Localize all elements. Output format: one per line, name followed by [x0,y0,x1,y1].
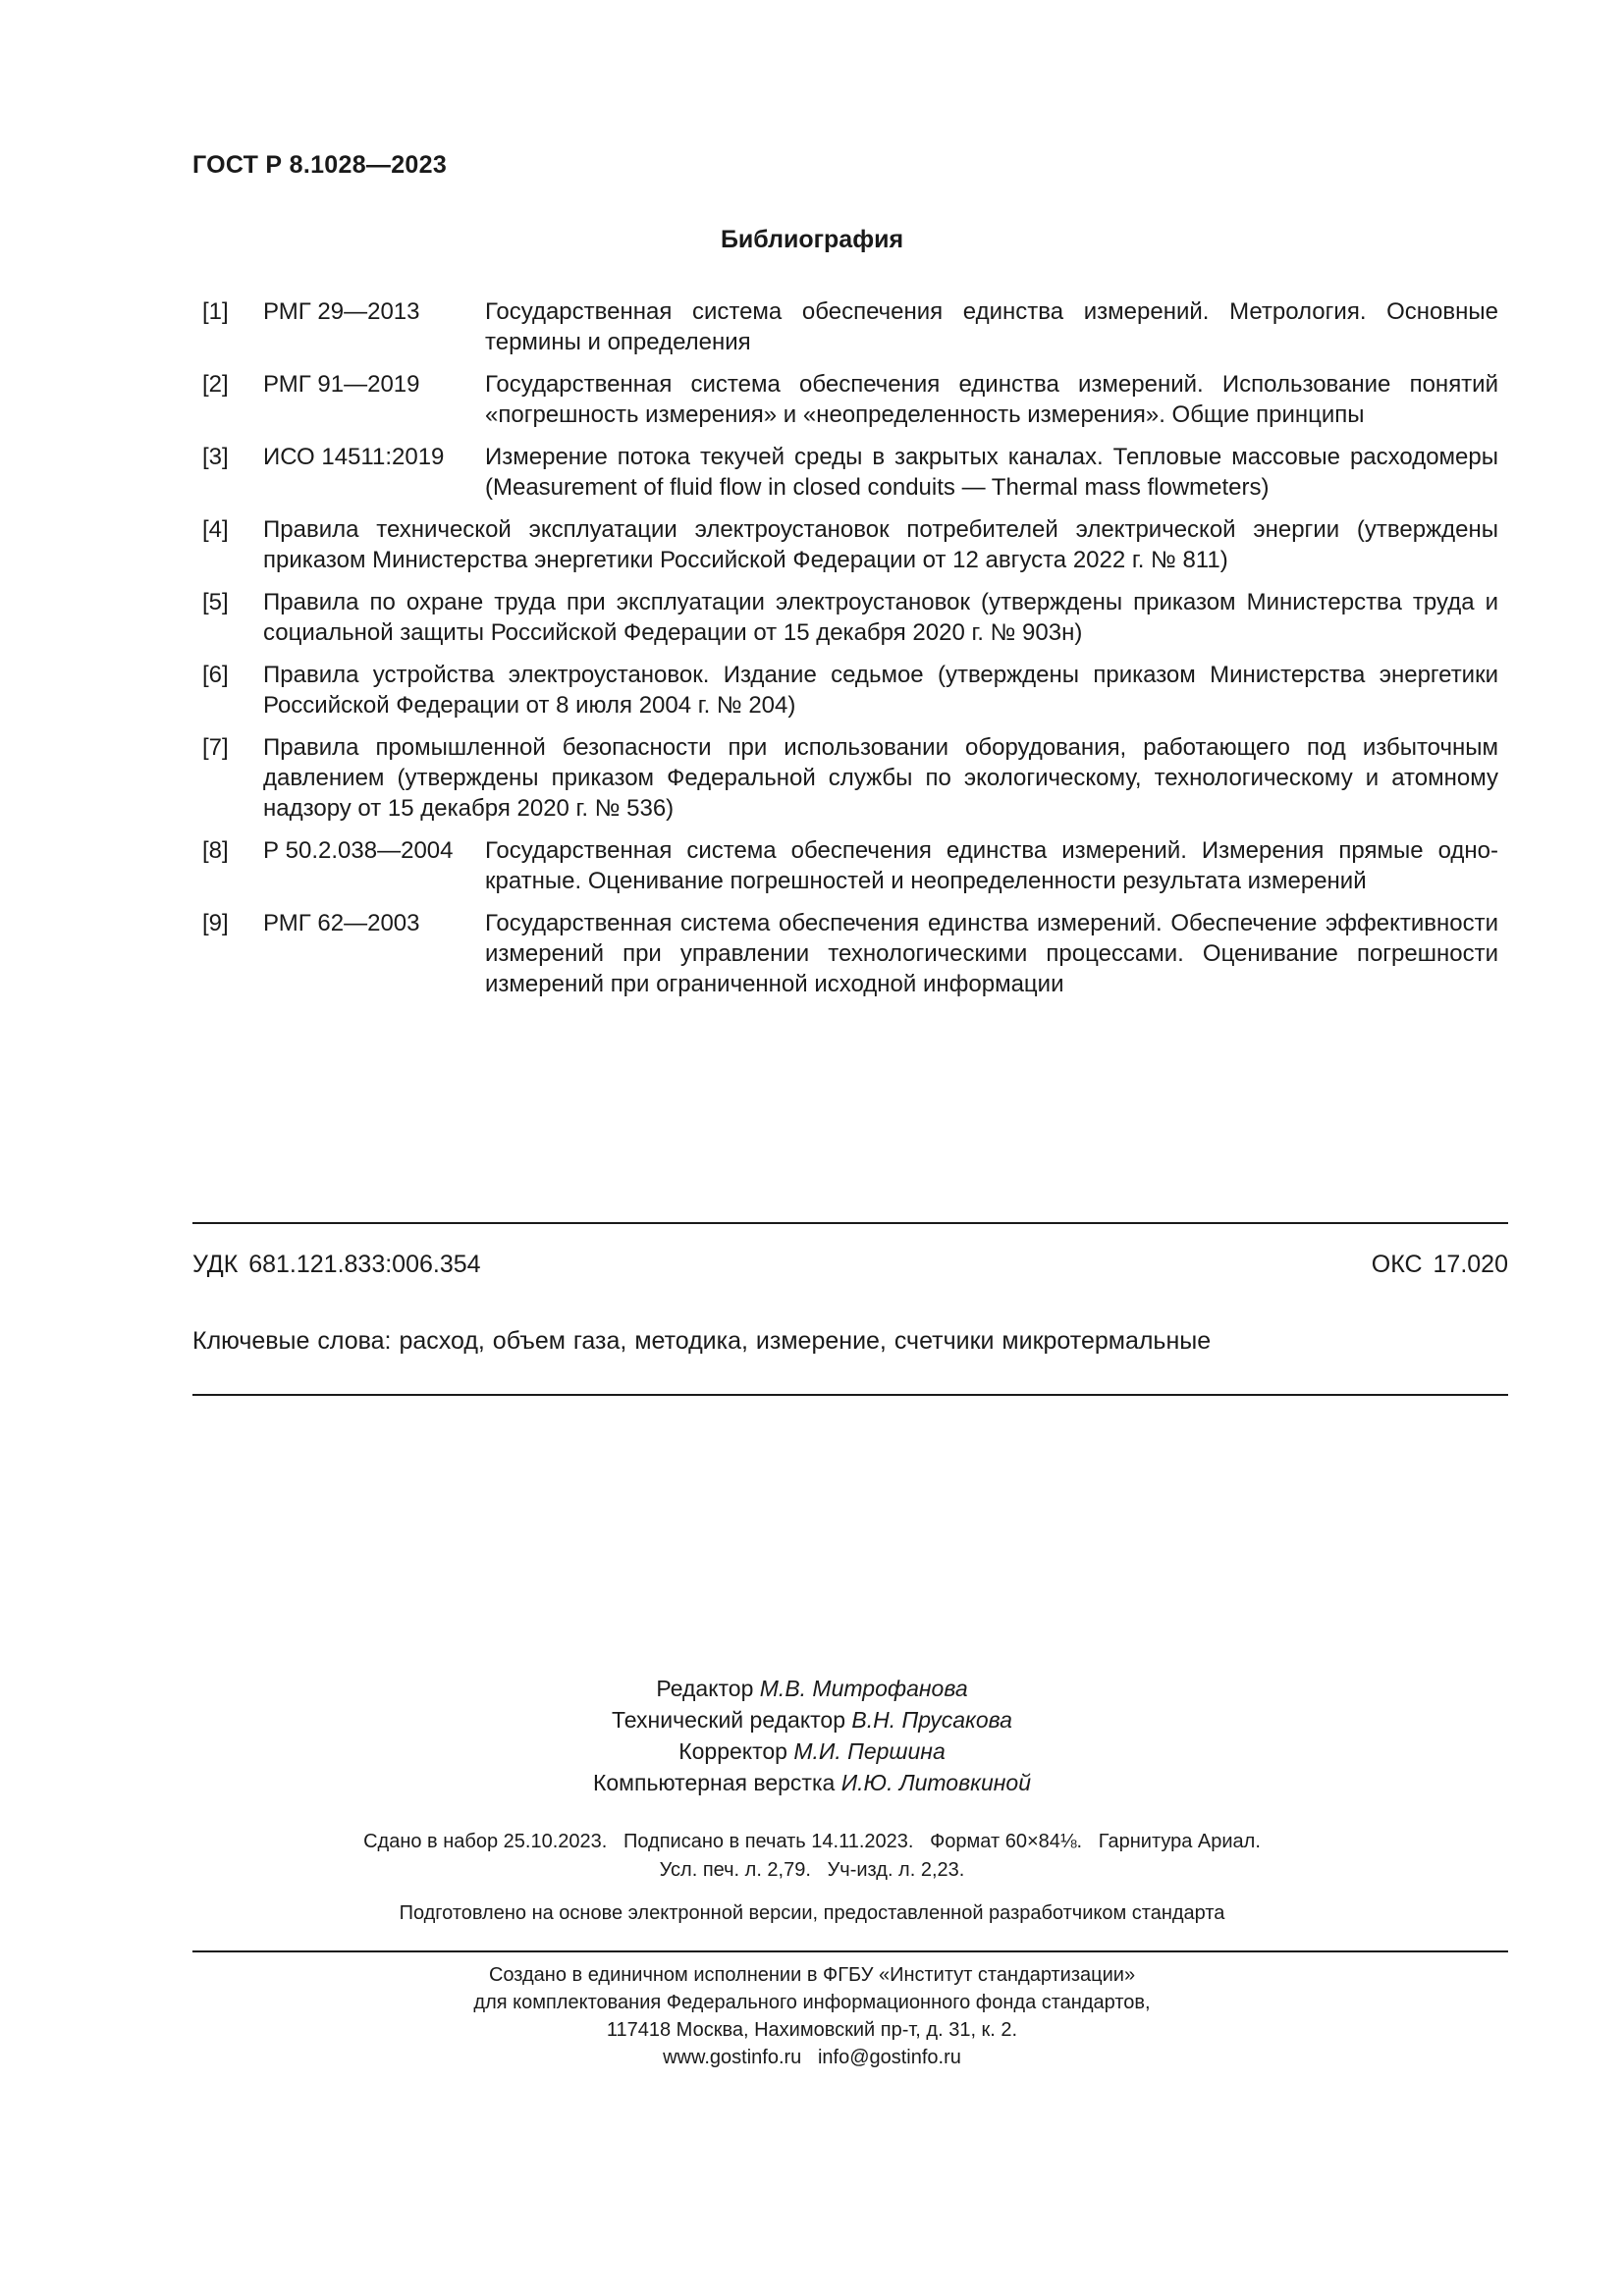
credit-role: Корректор [678,1738,787,1764]
item-number: [8] [202,837,229,864]
keywords: Ключевые слова: расход, объем газа, методика, измерение, счетчики микротермальные [192,1327,1212,1355]
item-text: Измерение потока текучей среды в закрытых каналах. Тепловые массовые расходомеры (Measurement of fluid flow in closed conduits — Thermal mass flowmeters) [485,444,1498,501]
item-number: [5] [202,589,229,615]
credits-block [0,1673,1624,1798]
oks-code: ОКС 17.020 [1371,1251,1508,1278]
item-number: [2] [202,371,229,398]
item-number: [9] [202,910,229,936]
bibliography-item [202,732,1498,824]
footer-line: Создано в единичном исполнении в ФГБУ «Институт стандартизации» [488,1964,1136,1986]
item-text: Государственная система обеспечения единства измерений. Измерения прямые однократные. Оценивание погрешностей и неопределенности результата измерений [485,837,1498,894]
bibliography-list [202,296,1498,1011]
item-text: Правила технической эксплуатации электроустановок потребителей электрической энергии (утверждены приказом Министерства энергетики Российской Федерации от 12 августа 2022 г. № 811) [263,516,1498,573]
bibliography-item [202,442,1498,503]
bibliography-item [202,835,1498,896]
bibliography-item [202,660,1498,721]
item-number: [3] [202,444,229,470]
item-text: Государственная система обеспечения единства измерений. Метрология. Основные термины и определения [485,298,1498,355]
item-code: Р 50.2.038—2004 [263,837,454,864]
footer [0,1961,1624,2071]
credit-name: М.И. Першина [793,1738,946,1764]
credit-name: М.В. Митрофанова [759,1676,968,1701]
item-text: Правила устройства электроустановок. Издание седьмое (утверждены приказом Министерства энергетики Российской Федерации от 8 июля 2004 г. № 204) [263,662,1498,719]
item-text: Государственная система обеспечения единства измерений. Обеспечение эффективности измерений при управлении технологическими процессами. Оценивание погрешности измерений при ограниченной исходной информации [485,910,1498,997]
item-number: [7] [202,734,229,761]
footer-line: www.gostinfo.ru info@gostinfo.ru [663,2047,961,2068]
item-text: Правила промышленной безопасности при использовании оборудования, работающего под избыточным давлением (утверждены приказом Федеральной службы по экологическому, технологическому и атомному надзору от 15 декабря 2020 г. № 536) [263,734,1498,822]
item-text: Правила по охране труда при эксплуатации электроустановок (утверждены приказом Министерства труда и социальной защиты Российской Федерации от 15 декабря 2020 г. № 903н) [263,589,1498,646]
divider-bottom [192,1394,1508,1396]
footer-line: для комплектования Федерального информационного фонда стандартов, [473,1992,1151,2013]
credit-line [0,1735,1624,1767]
credit-line [0,1767,1624,1798]
item-number: [4] [202,516,229,543]
credit-line [0,1704,1624,1735]
udk-code: УДК 681.121.833:006.354 [192,1251,481,1278]
bibliography-item [202,514,1498,575]
bibliography-title: Библиография [720,226,904,253]
publication-info [0,1828,1624,1885]
bibliography-item [202,369,1498,430]
credit-role: Технический редактор [612,1707,846,1733]
bibliography-item [202,587,1498,648]
bibliography-item [202,296,1498,357]
prepared-note: Подготовлено на основе электронной версии, предоставленной разработчиком стандарта [399,1902,1225,1924]
item-code: ИСО 14511:2019 [263,444,445,470]
divider-footer [192,1950,1508,1952]
item-number: [6] [202,662,229,688]
credit-name: И.Ю. Литовкиной [840,1770,1031,1795]
standard-number: ГОСТ Р 8.1028—2023 [192,151,448,179]
credit-line [0,1673,1624,1704]
credit-role: Редактор [656,1676,754,1701]
credit-name: В.Н. Прусакова [851,1707,1012,1733]
bibliography-item [202,908,1498,999]
footer-line: 117418 Москва, Нахимовский пр-т, д. 31, к. 2. [606,2019,1018,2041]
item-text: Государственная система обеспечения единства измерений. Использование понятий «погрешность измерения» и «неопределенность измерения». Общие принципы [485,371,1498,428]
item-code: РМГ 91—2019 [263,371,420,398]
divider-top [192,1222,1508,1224]
item-code: РМГ 29—2013 [263,298,420,325]
item-code: РМГ 62—2003 [263,910,420,936]
publication-line: Усл. печ. л. 2,79. Уч-изд. л. 2,23. [659,1859,965,1881]
publication-line: Сдано в набор 25.10.2023. Подписано в печать 14.11.2023. Формат 60×84⅛. Гарнитура Ариал. [363,1831,1261,1852]
credit-role: Компьютерная верстка [592,1770,836,1795]
item-number: [1] [202,298,229,325]
